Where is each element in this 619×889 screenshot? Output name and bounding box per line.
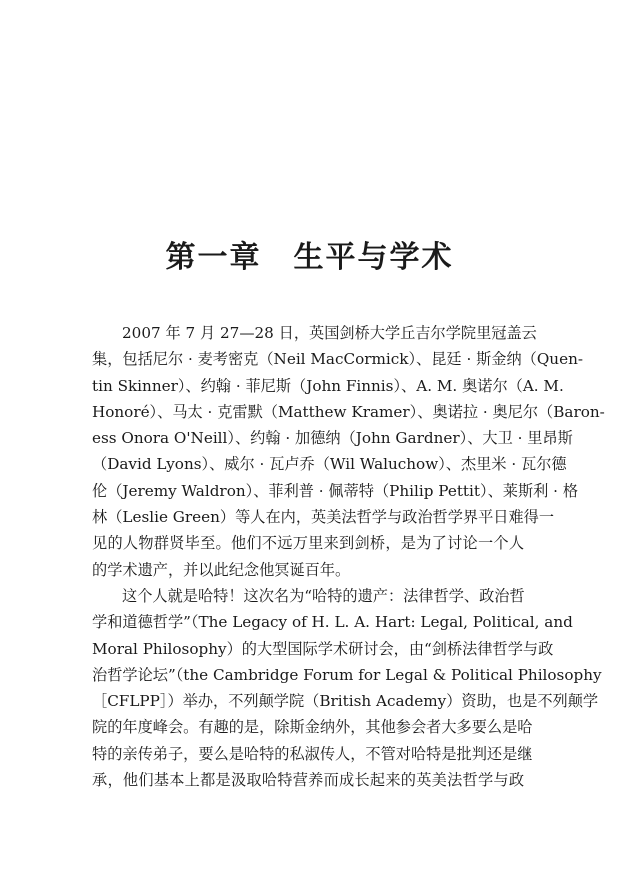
text-line: ［CFLPP］）举办，不列颠学院（British Academy）资助，也是不列颠学: [92, 692, 599, 711]
text-line: 集，包括尼尔 · 麦考密克（Neil MacCormick）、昆廷 · 斯金纳（Quen-: [92, 350, 583, 369]
text-line: 学和道德哲学”（The Legacy of H. L. A. Hart: Legal, Political, and: [92, 613, 573, 632]
text-line: 伦（Jeremy Waldron）、菲利普 · 佩蒂特（Philip Pettit）、莱斯利 · 格: [92, 481, 579, 500]
text-line: Moral Philosophy）的大型国际学术研讨会，由“剑桥法律哲学与政: [92, 639, 554, 658]
text-line: 这个人就是哈特！这次名为“哈特的遗产：法律哲学、政治哲: [122, 586, 525, 605]
paragraph-2: [92, 583, 602, 793]
text-line: 2007 年 7 月 27—28 日，英国剑桥大学丘吉尔学院里冠盖云: [122, 324, 537, 342]
text-line: tin Skinner）、约翰 · 菲尼斯（John Finnis）、A. M. 奥诺尔（A. M.: [92, 376, 564, 395]
text-line: 承，他们基本上都是汲取哈特营养而成长起来的英美法哲学与政: [92, 771, 524, 790]
text-line: 治哲学论坛”（the Cambridge Forum for Legal & Political Philosophy: [92, 665, 602, 684]
text-line: 见的人物群贤毕至。他们不远万里来到剑桥，是为了讨论一个人: [92, 534, 524, 553]
body-text: [92, 320, 605, 793]
text-line: （David Lyons）、威尔 · 瓦卢乔（Wil Waluchow）、杰里米 · 瓦尔德: [92, 455, 567, 474]
text-line: 院的年度峰会。有趣的是，除斯金纳外，其他参会者大多要么是哈: [92, 718, 533, 737]
text-line: 的学术遗产，并以此纪念他冥诞百年。: [92, 560, 351, 579]
text-line: ess Onora O'Neill）、约翰 · 加德纳（John Gardner）、大卫 · 里昂斯: [92, 429, 573, 448]
text-line: 林（Leslie Green）等人在内，英美法哲学与政治哲学界平日难得一: [92, 508, 555, 527]
chapter-title: 第一章 生平与学术: [165, 240, 454, 275]
text-line: Honoré）、马太 · 克雷默（Matthew Kramer）、奥诺拉 · 奥尼尔（Baron-: [92, 402, 605, 421]
text-line: 特的亲传弟子，要么是哈特的私淑传人，不管对哈特是批判还是继: [92, 744, 533, 763]
paragraph-1: [92, 320, 605, 583]
